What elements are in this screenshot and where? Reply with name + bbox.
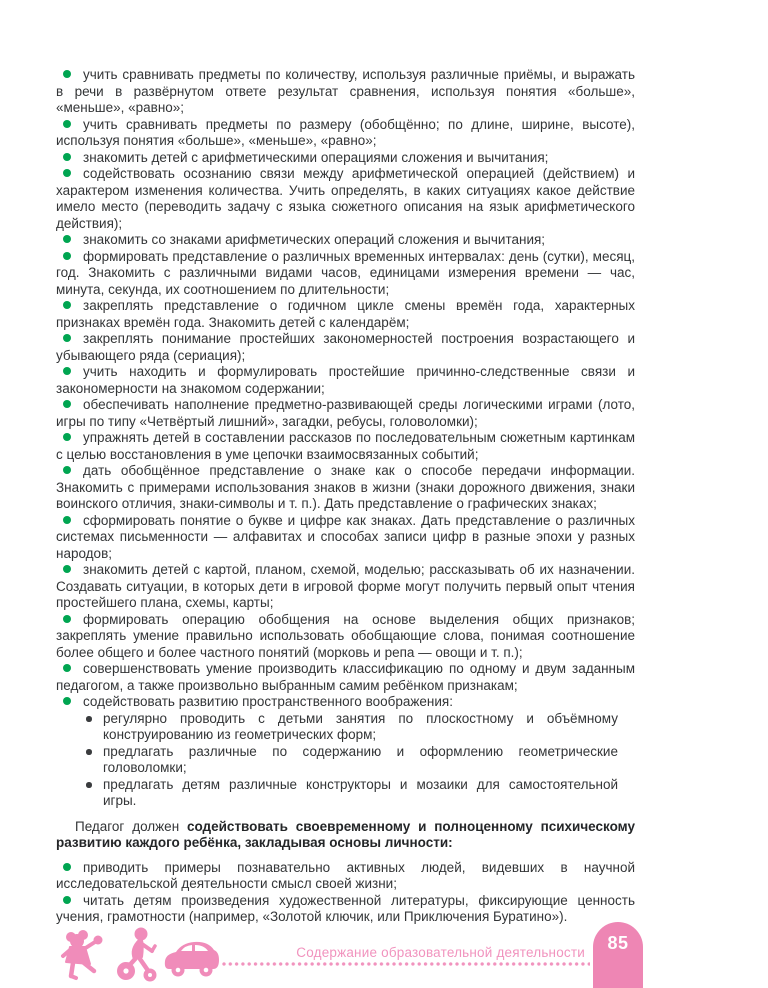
green-bullet-icon — [63, 516, 71, 524]
list-item-text: учить находить и формулировать простейшие причинно-следственные связи и закономерности на знакомом содержании; — [56, 364, 635, 396]
list-item — [56, 166, 635, 232]
toy-car-icon — [164, 938, 220, 980]
sub-list-item — [86, 711, 618, 744]
list-item — [56, 612, 635, 662]
list-item-text: знакомить со знаками арифметических операций сложения и вычитания; — [83, 232, 546, 247]
list-item-text: приводить примеры познавательно активных людей, видевших в научной исследовательской деятельности смысл своей жизни; — [56, 859, 635, 891]
list-item-text: закреплять представление о годичном цикле смены времён года, характерных признаках времён года. Знакомить детей с календарём; — [56, 298, 635, 330]
list-item-text: упражнять детей в составлении рассказов по последовательным сюжетным картинкам с целью восстановления в уме цепочки взаимосвязанных событий; — [56, 430, 635, 462]
list-item — [56, 562, 635, 612]
list-item-text: сформировать понятие о букве и цифре как знаках. Дать представление о различных системах письменности — алфавитах и способах записи цифр в разные эпохи у разных народов; — [56, 512, 635, 561]
page-number: 85 — [607, 933, 629, 953]
green-bullet-icon — [63, 70, 71, 78]
sub-item-text: предлагать различные по содержанию и оформлению геометрические головоломки; — [103, 743, 618, 775]
sub-item-text: регулярно проводить с детьми занятия по плоскостному и объёмному конструированию из геометрических форм; — [103, 710, 618, 742]
list-item — [56, 298, 635, 331]
list-item — [56, 397, 635, 430]
green-bullet-icon — [63, 565, 71, 573]
list-item-text: читать детям произведения художественной литературы, фиксирующие ценность учения, грамотности (например, «Золотой ключик, или Приключения Буратино»). — [56, 892, 635, 924]
footer-section-label: Содержание образовательной деятельности — [296, 945, 585, 960]
content-column — [56, 67, 635, 926]
list-item-text: закреплять понимание простейших закономерностей построения возрастающего и убывающего ряда (сериация); — [56, 331, 635, 363]
sub-list — [56, 711, 635, 810]
list-item — [56, 232, 635, 249]
green-bullet-icon — [63, 301, 71, 309]
paragraph-bold-text: содействовать своевременному и полноценному психическому развитию каждого ребёнка, закладывая основы личности: — [56, 818, 635, 850]
green-bullet-icon — [63, 664, 71, 672]
list-item-text: дать обобщённое представление о знаке как о способе передачи информации. Знакомить с примерами использования знаков в жизни (знаки дорожного движения, знаки воинского отличия, знаки-символы и т. п.). Дать представление о графических знаках; — [56, 463, 635, 511]
green-bullet-icon — [63, 120, 71, 128]
list-item — [56, 463, 635, 513]
sub-list-item — [86, 777, 618, 810]
list-item — [56, 364, 635, 397]
list-item — [56, 661, 635, 694]
list-item-text: формировать представление о различных временных интервалах: день (сутки), месяц, год. Знакомить с различными видами часов, единицами измерения времени — час, минута, секунда, их соотношением по длительности; — [56, 248, 635, 297]
footer-dotted-line — [222, 962, 590, 966]
black-bullet-icon — [86, 716, 92, 722]
green-bullet-icon — [63, 697, 71, 705]
green-bullet-icon — [63, 367, 71, 375]
sub-item-text: предлагать детям различные конструкторы и мозаики для самостоятельной игры. — [103, 776, 618, 808]
list-item-text: учить сравнивать предметы по размеру (обобщённо; по длине, ширине, высоте), используя понятия «больше», «меньше», «равно»; — [56, 116, 635, 148]
list-item-text: обеспечивать наполнение предметно-развивающей среды логическими играми (лото, игры по типу «Четвёртый лишний», загадки, ребусы, головоломки); — [56, 397, 635, 429]
green-bullet-icon — [63, 433, 71, 441]
list-item-text: содействовать осознанию связи между арифметической операцией (действием) и характером изменения количества. Учить определять, в каких ситуациях какое действие имело место (переводить задачу с языка сюжетного описания на язык арифметического действия); — [56, 166, 635, 231]
black-bullet-icon — [86, 782, 92, 788]
green-bullet-icon — [63, 334, 71, 342]
green-bullet-icon — [63, 896, 71, 904]
page-footer — [0, 918, 768, 988]
list-item-text: учить сравнивать предметы по количеству, используя различные приёмы, и выражать в речи в развёрнутом ответе результат сравнения, используя понятия «больше», «меньше», «равно»; — [56, 67, 635, 115]
page-number-tab — [593, 922, 643, 988]
green-bullet-icon — [63, 252, 71, 260]
list-item — [56, 331, 635, 364]
green-bullet-icon — [63, 615, 71, 623]
green-bullet-icon — [63, 235, 71, 243]
dancing-girl-icon — [60, 928, 108, 982]
green-bullet-icon — [63, 466, 71, 474]
list-item-text: формировать операцию обобщения на основе выделения общих признаков; закреплять умение правильно использовать обобщающие слова, понимая соотношение более общего и более частного понятий (морковь и репа — овощи и т. п.); — [56, 611, 635, 660]
list-item-text: знакомить детей с картой, планом, схемой, моделью; рассказывать об их назначении. Создавать ситуации, в которых дети в игровой форме могут получить первый опыт чтения простейшего плана, схемы, карты; — [56, 562, 635, 610]
list-item — [56, 513, 635, 563]
paragraph-lead-text: Педагог должен — [75, 818, 187, 834]
lead-paragraph — [56, 819, 635, 852]
black-bullet-icon — [86, 749, 92, 755]
list-item-text: знакомить детей с арифметическими операциями сложения и вычитания; — [83, 149, 549, 165]
list-item — [56, 150, 635, 167]
list-item-text: совершенствовать умение производить классификацию по одному и двум заданным педагогом, а также произвольно выбранным самим ребёнком признакам; — [56, 661, 635, 693]
list-item-text: содействовать развитию пространственного воображения: — [83, 694, 453, 709]
child-on-tricycle-icon — [112, 926, 162, 982]
sub-list-item — [86, 744, 618, 777]
list-item — [56, 67, 635, 117]
green-bullet-icon — [63, 400, 71, 408]
list-item — [56, 860, 635, 893]
green-bullet-icon — [63, 169, 71, 177]
green-bullet-icon — [63, 863, 71, 871]
list-item — [56, 694, 635, 711]
green-bullet-icon — [63, 153, 71, 161]
list-item — [56, 249, 635, 299]
list-item — [56, 117, 635, 150]
list-item — [56, 430, 635, 463]
